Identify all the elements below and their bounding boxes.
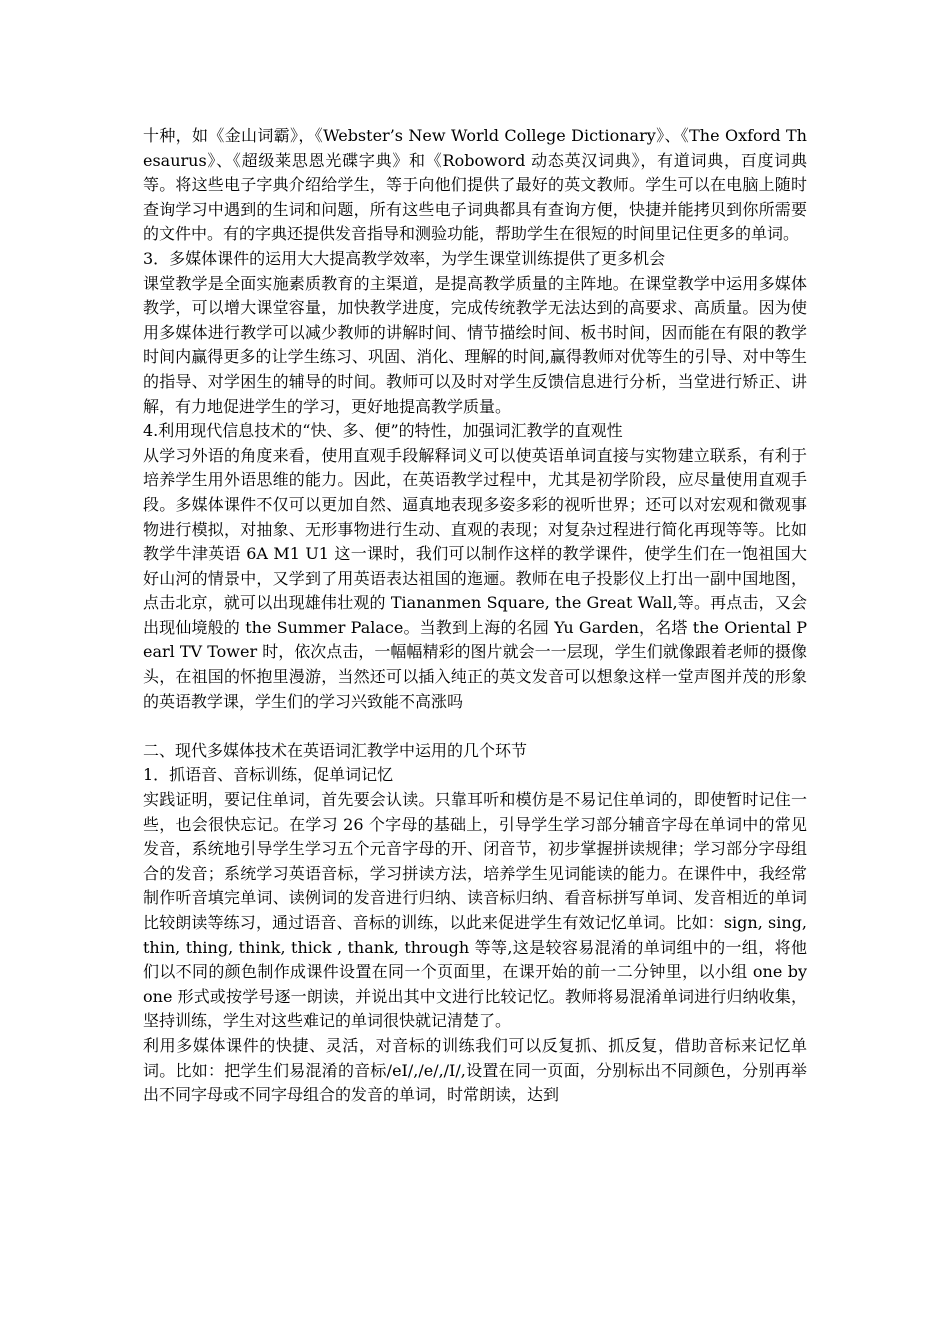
paragraph-dictionaries: 十种，如《金山词霸》，《Webster’s New World College Dictionary》、《The Oxford Thesaurus》、《超级莱思恩光碟字典》和《Roboword 动态英汉词典》，有道词典，百度词典等。将这些电子字典介绍给学生，等于向他们提供了最好的英文教师。学生可以在电脑上随时查询学习中遇到的生词和问题，所有这些电子词典都具有查询方便，快捷并能拷贝到你所需要的文件中。有的字典还提供发音指导和测验功能，帮助学生在很短的时间里记住更多的单词。 xyxy=(143,126,807,244)
heading-point-4: 4.利用现代信息技术的“快、多、便”的特性，加强词汇教学的直观性 xyxy=(143,421,623,441)
heading-point-3: 3．多媒体课件的运用大大提高教学效率，为学生课堂训练提供了更多机会 xyxy=(143,248,666,268)
paragraph-classroom-efficiency: 课堂教学是全面实施素质教育的主渠道，是提高教学质量的主阵地。在课堂教学中运用多媒体教学，可以增大课堂容量，加快教学进度，完成传统教学无法达到的高要求、高质量。因为使用多媒体进行教学可以减少教师的讲解时间、情节描绘时间、板书时间，因而能在有限的教学时间内赢得更多的让学生练习、巩固、消化、理解的时间,赢得教师对优等生的引导、对中等生的指导、对学困生的辅导的时间。教师可以及时对学生反馈信息进行分析，当堂进行矫正、讲解，有力地促进学生的学习，更好地提高教学质量。 xyxy=(143,273,807,416)
paragraph-phonetic-symbols: 利用多媒体课件的快捷、灵活，对音标的训练我们可以反复抓、抓反复，借助音标来记忆单词。比如：把学生们易混淆的音标/eI/,/e/,/I/,设置在同一页面，分别标出不同颜色，分别再举出不同字母或不同字母组合的发音的单词，时常朗读，达到 xyxy=(143,1035,807,1105)
subheading-pronunciation: 1．抓语音、音标训练，促单词记忆 xyxy=(143,765,394,785)
paragraph-visual-teaching: 从学习外语的角度来看，使用直观手段解释词义可以使英语单词直接与实物建立联系，有利于培养学生用外语思维的能力。因此，在英语教学过程中，尤其是初学阶段，应尽量使用直观手段。多媒体课件不仅可以更加自然、逼真地表现多姿多彩的视听世界；还可以对宏观和微观事物进行模拟，对抽象、无形事物进行生动、直观的表现；对复杂过程进行简化再现等等。比如教学牛津英语 6A M1 U1 这一课时，我们可以制作这样的教学课件，使学生们在一饱祖国大好山河的情景中，又学到了用英语表达祖国的迤逦。教师在电子投影仪上打出一副中国地图，点击北京，就可以出现雄伟壮观的 Tiananmen Square, the Great Wall,等。再点击，又会出现仙境般的 the Summer Palace。当教到上海的名园 Yu Garden，名塔 the Oriental Pearl TV Tower 时，依次点击，一幅幅精彩的图片就会一一层现，学生们就像跟着老师的摄像头，在祖国的怀抱里漫游，当然还可以插入纯正的英文发音可以想象这样一堂声图并茂的形象的英语教学课，学生们的学习兴致能不高涨吗 xyxy=(143,445,807,711)
document-body xyxy=(143,124,807,1108)
blank-line xyxy=(143,714,807,739)
section-heading-two: 二、现代多媒体技术在英语词汇教学中运用的几个环节 xyxy=(143,740,528,760)
paragraph-phonetics-practice: 实践证明，要记住单词，首先要会认读。只靠耳听和模仿是不易记住单词的，即使暂时记住一些，也会很快忘记。在学习 26 个字母的基础上，引导学生学习部分辅音字母在单词中的常见发音，系统地引导学生学习五个元音字母的开、闭音节，初步掌握拼读规律；学习部分字母组合的发音；系统学习英语音标，学习拼读方法，培养学生见词能读的能力。在课件中，我经常制作听音填完单词、读例词的发音进行归纳、读音标归纳、看音标拼写单词、发音相近的单词比较朗读等练习，通过语音、音标的训练，以此来促进学生有效记忆单词。比如：sign, sing, thin, thing, think, thick , thank, through 等等,这是较容易混淆的单词组中的一组，将他们以不同的颜色制作成课件设置在同一个页面里，在课开始的前一二分钟里，以小组 one by one 形式或按学号逐一朗读，并说出其中文进行比较记忆。教师将易混淆单词进行归纳收集，坚持训练，学生对这些难记的单词很快就记清楚了。 xyxy=(143,790,807,1031)
